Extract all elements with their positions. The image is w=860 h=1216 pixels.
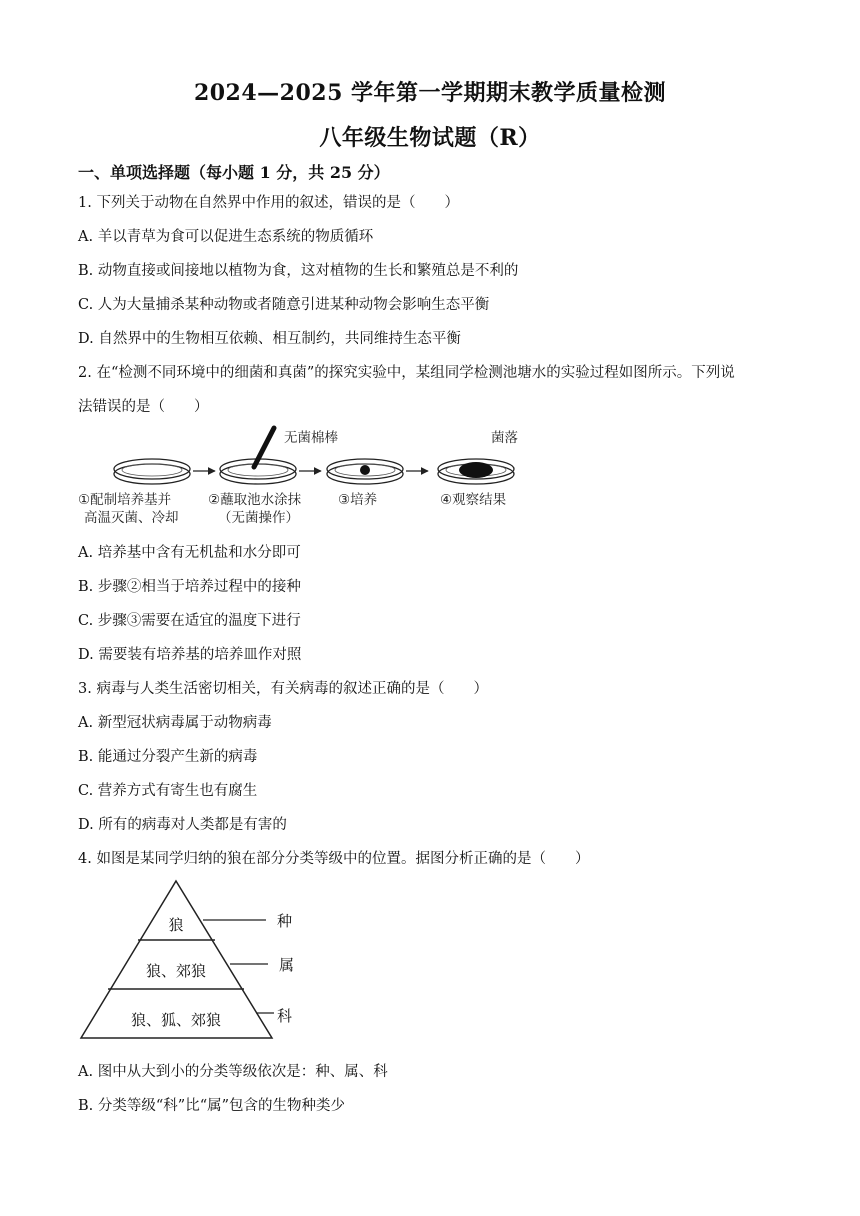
question-3-option-b: B. 能通过分裂产生新的病毒 <box>78 749 258 765</box>
petri-dish-4 <box>438 459 514 484</box>
step-4-caption: ④观察结果 <box>440 492 507 508</box>
pyramid-tier-species: 狼 <box>168 916 184 934</box>
question-3-option-c: C. 营养方式有寄生也有腐生 <box>78 783 258 799</box>
petri-dish-experiment-figure <box>78 424 538 530</box>
exam-subtitle: 八年级生物试题（R） <box>319 125 541 151</box>
petri-dish-3 <box>327 459 403 484</box>
step-1-caption-line1: ①配制培养基并 <box>78 492 172 508</box>
colony <box>459 462 493 478</box>
question-4-option-b: B. 分类等级“科”比“属”包含的生物种类少 <box>78 1098 346 1114</box>
question-3-option-a: A. 新型冠状病毒属于动物病毒 <box>78 715 272 731</box>
question-1-option-b: B. 动物直接或间接地以植物为食，这对植物的生长和繁殖总是不利的 <box>78 263 519 279</box>
question-1-option-d: D. 自然界中的生物相互依赖、相互制约，共同维持生态平衡 <box>78 331 461 347</box>
step-1-caption-line2: 高温灭菌、冷却 <box>84 510 179 526</box>
question-2-stem-line2: 法错误的是（ ） <box>78 399 209 415</box>
step-3-caption: ③培养 <box>338 492 378 508</box>
question-3-option-d: D. 所有的病毒对人类都是有害的 <box>78 817 287 833</box>
pyramid-tier-genus: 狼、郊狼 <box>145 962 207 980</box>
question-1-option-c: C. 人为大量捕杀某种动物或者随意引进某种动物会影响生态平衡 <box>78 297 490 313</box>
question-1-option-a: A. 羊以青草为食可以促进生态系统的物质循环 <box>78 229 374 245</box>
question-2-option-a: A. 培养基中含有无机盐和水分即可 <box>78 545 301 561</box>
rank-label-species: 种 <box>277 912 293 930</box>
rank-label-family: 科 <box>277 1007 293 1025</box>
section-heading: 一、单项选择题（每小题 1 分，共 25 分） <box>78 163 390 182</box>
rank-label-genus: 属 <box>279 956 295 974</box>
question-3-stem: 3. 病毒与人类生活密切相关，有关病毒的叙述正确的是（ ） <box>78 681 488 697</box>
step-2-caption-line2: （无菌操作） <box>218 510 299 526</box>
question-4-stem: 4. 如图是某同学归纳的狼在部分分类等级中的位置。据图分析正确的是（ ） <box>78 851 590 867</box>
exam-title: 2024—2025 学年第一学期期末教学质量检测 <box>193 80 667 106</box>
wolf-classification-pyramid <box>78 878 308 1042</box>
question-2-option-d: D. 需要装有培养基的培养皿作对照 <box>78 647 302 663</box>
question-2-option-b: B. 步骤②相当于培养过程中的接种 <box>78 579 301 595</box>
petri-dish-1 <box>114 459 190 484</box>
colony-label: 菌落 <box>491 430 518 446</box>
step-2-caption-line1: ②蘸取池水涂抹 <box>208 492 302 508</box>
question-1-stem: 1. 下列关于动物在自然界中作用的叙述，错误的是（ ） <box>78 195 459 211</box>
pyramid-tier-family: 狼、狐、郊狼 <box>130 1011 222 1029</box>
swab-label: 无菌棉棒 <box>284 430 338 446</box>
question-2-option-c: C. 步骤③需要在适宜的温度下进行 <box>78 613 301 629</box>
sterile-swab <box>254 428 274 467</box>
question-4-option-a: A. 图中从大到小的分类等级依次是：种、属、科 <box>78 1064 388 1080</box>
question-2-stem-line1: 2. 在“检测不同环境中的细菌和真菌”的探究实验中，某组同学检测池塘水的实验过程如图所示。下列说 <box>78 365 735 381</box>
